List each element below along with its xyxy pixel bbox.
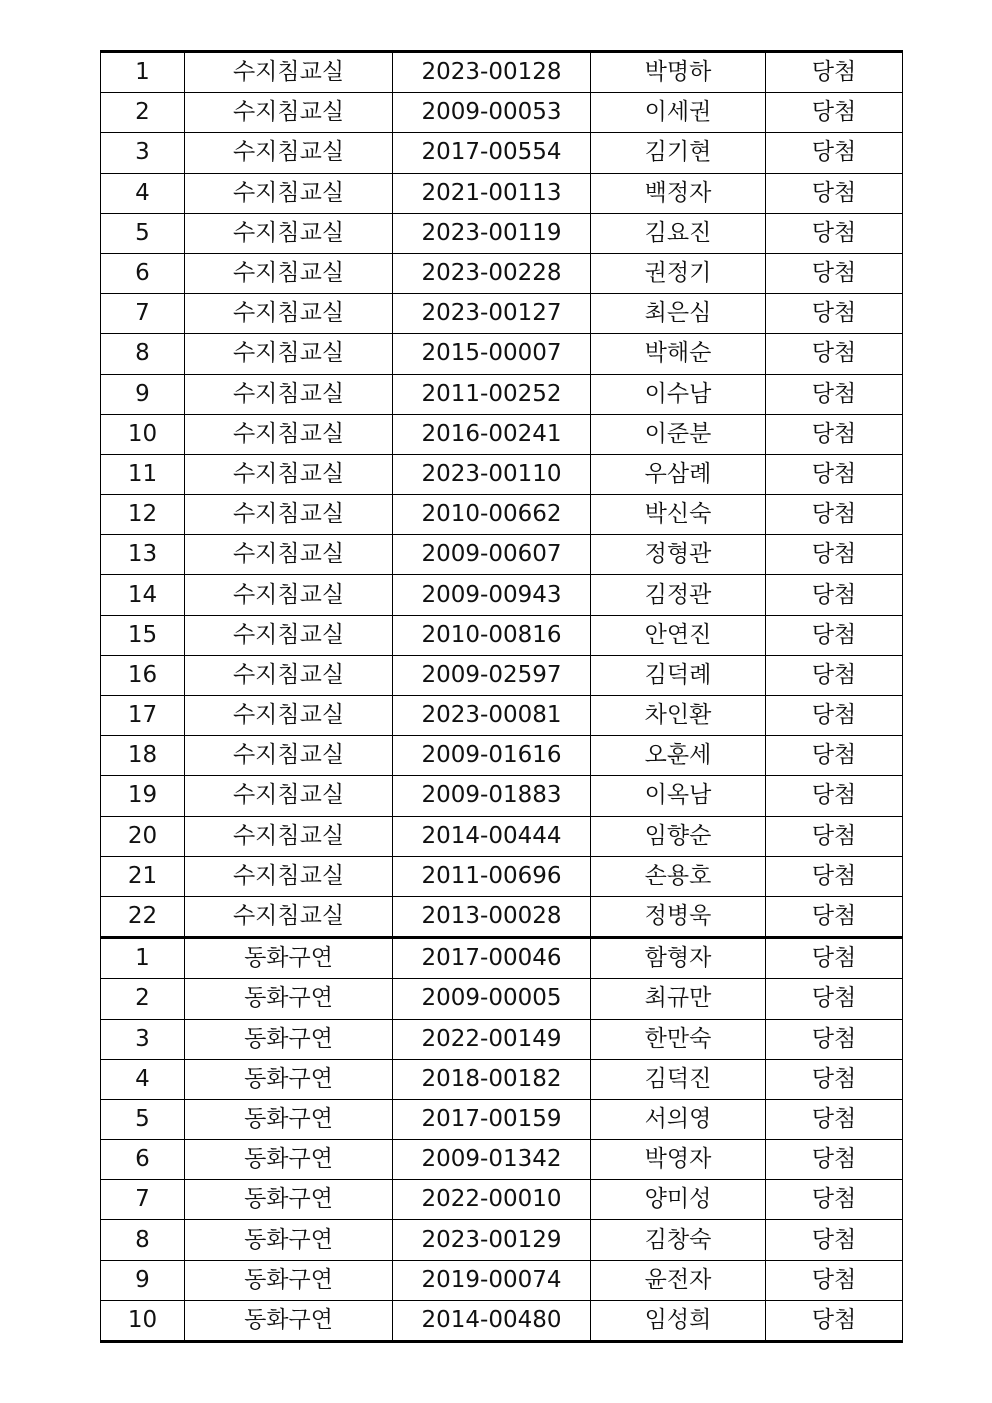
result-cell: 당첨 <box>766 816 903 856</box>
row-number-cell: 5 <box>101 1099 185 1139</box>
member-name-cell: 박신숙 <box>591 495 766 535</box>
program-name-cell: 수지침교실 <box>185 173 393 213</box>
member-id-cell: 2009-01883 <box>393 776 591 816</box>
row-number-cell: 22 <box>101 896 185 937</box>
row-number-cell: 18 <box>101 736 185 776</box>
program-name-cell: 수지침교실 <box>185 93 393 133</box>
row-number-cell: 4 <box>101 173 185 213</box>
member-name-cell: 서의영 <box>591 1099 766 1139</box>
member-id-cell: 2009-00943 <box>393 575 591 615</box>
program-name-cell: 동화구연 <box>185 1019 393 1059</box>
table-row <box>101 334 903 374</box>
table-row <box>101 856 903 896</box>
member-id-cell: 2014-00480 <box>393 1300 591 1341</box>
member-name-cell: 최규만 <box>591 979 766 1019</box>
result-cell: 당첨 <box>766 1140 903 1180</box>
program-name-cell: 수지침교실 <box>185 655 393 695</box>
program-name-cell: 수지침교실 <box>185 575 393 615</box>
row-number-cell: 11 <box>101 454 185 494</box>
table-row <box>101 374 903 414</box>
program-name-cell: 수지침교실 <box>185 133 393 173</box>
member-id-cell: 2023-00110 <box>393 454 591 494</box>
table-row <box>101 696 903 736</box>
result-cell: 당첨 <box>766 575 903 615</box>
member-id-cell: 2022-00010 <box>393 1180 591 1220</box>
member-name-cell: 윤전자 <box>591 1260 766 1300</box>
row-number-cell: 17 <box>101 696 185 736</box>
winner-table-body <box>101 52 903 1342</box>
member-name-cell: 이세권 <box>591 93 766 133</box>
result-cell: 당첨 <box>766 213 903 253</box>
result-cell: 당첨 <box>766 133 903 173</box>
program-name-cell: 동화구연 <box>185 1300 393 1341</box>
member-id-cell: 2023-00119 <box>393 213 591 253</box>
row-number-cell: 4 <box>101 1059 185 1099</box>
result-cell: 당첨 <box>766 1099 903 1139</box>
member-name-cell: 차인환 <box>591 696 766 736</box>
row-number-cell: 6 <box>101 1140 185 1180</box>
result-cell: 당첨 <box>766 294 903 334</box>
result-cell: 당첨 <box>766 1220 903 1260</box>
member-id-cell: 2016-00241 <box>393 414 591 454</box>
member-name-cell: 최은심 <box>591 294 766 334</box>
table-row <box>101 1300 903 1341</box>
result-cell: 당첨 <box>766 776 903 816</box>
member-id-cell: 2023-00081 <box>393 696 591 736</box>
member-name-cell: 한만숙 <box>591 1019 766 1059</box>
member-id-cell: 2018-00182 <box>393 1059 591 1099</box>
member-id-cell: 2017-00159 <box>393 1099 591 1139</box>
program-name-cell: 수지침교실 <box>185 816 393 856</box>
table-row <box>101 173 903 213</box>
row-number-cell: 9 <box>101 374 185 414</box>
member-name-cell: 김창숙 <box>591 1220 766 1260</box>
table-row <box>101 495 903 535</box>
row-number-cell: 10 <box>101 414 185 454</box>
table-row <box>101 575 903 615</box>
member-id-cell: 2009-01342 <box>393 1140 591 1180</box>
member-name-cell: 김덕례 <box>591 655 766 695</box>
member-id-cell: 2015-00007 <box>393 334 591 374</box>
member-name-cell: 안연진 <box>591 615 766 655</box>
row-number-cell: 15 <box>101 615 185 655</box>
row-number-cell: 14 <box>101 575 185 615</box>
result-cell: 당첨 <box>766 93 903 133</box>
member-id-cell: 2010-00816 <box>393 615 591 655</box>
program-name-cell: 동화구연 <box>185 938 393 979</box>
member-name-cell: 박해순 <box>591 334 766 374</box>
table-row <box>101 896 903 937</box>
member-name-cell: 정형관 <box>591 535 766 575</box>
row-number-cell: 8 <box>101 1220 185 1260</box>
table-row <box>101 213 903 253</box>
result-cell: 당첨 <box>766 696 903 736</box>
program-name-cell: 수지침교실 <box>185 696 393 736</box>
row-number-cell: 21 <box>101 856 185 896</box>
member-name-cell: 손용호 <box>591 856 766 896</box>
row-number-cell: 7 <box>101 1180 185 1220</box>
table-row <box>101 776 903 816</box>
member-name-cell: 함형자 <box>591 938 766 979</box>
member-id-cell: 2023-00128 <box>393 52 591 93</box>
program-name-cell: 수지침교실 <box>185 454 393 494</box>
program-name-cell: 수지침교실 <box>185 856 393 896</box>
table-row <box>101 1260 903 1300</box>
member-name-cell: 임성희 <box>591 1300 766 1341</box>
row-number-cell: 13 <box>101 535 185 575</box>
program-name-cell: 수지침교실 <box>185 776 393 816</box>
program-name-cell: 수지침교실 <box>185 414 393 454</box>
program-name-cell: 수지침교실 <box>185 535 393 575</box>
table-row <box>101 414 903 454</box>
member-name-cell: 김기현 <box>591 133 766 173</box>
member-name-cell: 김정관 <box>591 575 766 615</box>
member-name-cell: 백정자 <box>591 173 766 213</box>
program-name-cell: 수지침교실 <box>185 334 393 374</box>
table-row <box>101 736 903 776</box>
program-name-cell: 동화구연 <box>185 1260 393 1300</box>
member-id-cell: 2009-01616 <box>393 736 591 776</box>
row-number-cell: 6 <box>101 253 185 293</box>
row-number-cell: 10 <box>101 1300 185 1341</box>
result-cell: 당첨 <box>766 1180 903 1220</box>
member-id-cell: 2017-00554 <box>393 133 591 173</box>
program-name-cell: 수지침교실 <box>185 213 393 253</box>
member-id-cell: 2009-00053 <box>393 93 591 133</box>
program-name-cell: 동화구연 <box>185 1140 393 1180</box>
member-id-cell: 2014-00444 <box>393 816 591 856</box>
result-cell: 당첨 <box>766 979 903 1019</box>
row-number-cell: 1 <box>101 52 185 93</box>
program-name-cell: 수지침교실 <box>185 495 393 535</box>
table-row <box>101 1099 903 1139</box>
row-number-cell: 7 <box>101 294 185 334</box>
result-cell: 당첨 <box>766 1260 903 1300</box>
member-id-cell: 2021-00113 <box>393 173 591 213</box>
member-id-cell: 2023-00127 <box>393 294 591 334</box>
program-name-cell: 수지침교실 <box>185 736 393 776</box>
table-row <box>101 52 903 93</box>
program-name-cell: 동화구연 <box>185 1220 393 1260</box>
result-cell: 당첨 <box>766 615 903 655</box>
member-id-cell: 2009-00607 <box>393 535 591 575</box>
result-cell: 당첨 <box>766 414 903 454</box>
row-number-cell: 5 <box>101 213 185 253</box>
table-row <box>101 816 903 856</box>
table-row <box>101 1059 903 1099</box>
member-id-cell: 2013-00028 <box>393 896 591 937</box>
member-id-cell: 2017-00046 <box>393 938 591 979</box>
member-name-cell: 정병욱 <box>591 896 766 937</box>
result-cell: 당첨 <box>766 253 903 293</box>
table-row <box>101 93 903 133</box>
result-cell: 당첨 <box>766 856 903 896</box>
result-cell: 당첨 <box>766 374 903 414</box>
table-row <box>101 938 903 979</box>
winner-list-sheet <box>100 50 902 1343</box>
member-name-cell: 김요진 <box>591 213 766 253</box>
program-name-cell: 수지침교실 <box>185 896 393 937</box>
result-cell: 당첨 <box>766 173 903 213</box>
row-number-cell: 1 <box>101 938 185 979</box>
program-name-cell: 수지침교실 <box>185 615 393 655</box>
row-number-cell: 2 <box>101 93 185 133</box>
program-name-cell: 동화구연 <box>185 1059 393 1099</box>
result-cell: 당첨 <box>766 1059 903 1099</box>
member-name-cell: 오훈세 <box>591 736 766 776</box>
result-cell: 당첨 <box>766 896 903 937</box>
table-row <box>101 1140 903 1180</box>
program-name-cell: 수지침교실 <box>185 52 393 93</box>
member-name-cell: 이옥남 <box>591 776 766 816</box>
row-number-cell: 3 <box>101 133 185 173</box>
program-name-cell: 수지침교실 <box>185 253 393 293</box>
row-number-cell: 20 <box>101 816 185 856</box>
member-name-cell: 이준분 <box>591 414 766 454</box>
table-row <box>101 253 903 293</box>
member-name-cell: 이수남 <box>591 374 766 414</box>
result-cell: 당첨 <box>766 454 903 494</box>
result-cell: 당첨 <box>766 334 903 374</box>
winner-table <box>100 50 903 1343</box>
program-name-cell: 동화구연 <box>185 1180 393 1220</box>
row-number-cell: 8 <box>101 334 185 374</box>
table-row <box>101 655 903 695</box>
result-cell: 당첨 <box>766 736 903 776</box>
result-cell: 당첨 <box>766 938 903 979</box>
member-id-cell: 2022-00149 <box>393 1019 591 1059</box>
table-row <box>101 133 903 173</box>
table-row <box>101 535 903 575</box>
member-name-cell: 김덕진 <box>591 1059 766 1099</box>
program-name-cell: 수지침교실 <box>185 294 393 334</box>
row-number-cell: 9 <box>101 1260 185 1300</box>
member-id-cell: 2023-00228 <box>393 253 591 293</box>
result-cell: 당첨 <box>766 495 903 535</box>
member-name-cell: 박명하 <box>591 52 766 93</box>
table-row <box>101 454 903 494</box>
member-id-cell: 2010-00662 <box>393 495 591 535</box>
program-name-cell: 동화구연 <box>185 979 393 1019</box>
result-cell: 당첨 <box>766 655 903 695</box>
table-row <box>101 1019 903 1059</box>
row-number-cell: 16 <box>101 655 185 695</box>
member-id-cell: 2009-02597 <box>393 655 591 695</box>
member-id-cell: 2023-00129 <box>393 1220 591 1260</box>
member-id-cell: 2011-00252 <box>393 374 591 414</box>
table-row <box>101 1220 903 1260</box>
member-name-cell: 권정기 <box>591 253 766 293</box>
row-number-cell: 12 <box>101 495 185 535</box>
table-row <box>101 1180 903 1220</box>
table-row <box>101 294 903 334</box>
member-name-cell: 우삼례 <box>591 454 766 494</box>
result-cell: 당첨 <box>766 52 903 93</box>
program-name-cell: 동화구연 <box>185 1099 393 1139</box>
member-id-cell: 2011-00696 <box>393 856 591 896</box>
result-cell: 당첨 <box>766 1300 903 1341</box>
member-id-cell: 2009-00005 <box>393 979 591 1019</box>
row-number-cell: 19 <box>101 776 185 816</box>
result-cell: 당첨 <box>766 1019 903 1059</box>
row-number-cell: 2 <box>101 979 185 1019</box>
table-row <box>101 979 903 1019</box>
program-name-cell: 수지침교실 <box>185 374 393 414</box>
member-name-cell: 박영자 <box>591 1140 766 1180</box>
result-cell: 당첨 <box>766 535 903 575</box>
member-id-cell: 2019-00074 <box>393 1260 591 1300</box>
member-name-cell: 양미성 <box>591 1180 766 1220</box>
member-name-cell: 임향순 <box>591 816 766 856</box>
table-row <box>101 615 903 655</box>
row-number-cell: 3 <box>101 1019 185 1059</box>
